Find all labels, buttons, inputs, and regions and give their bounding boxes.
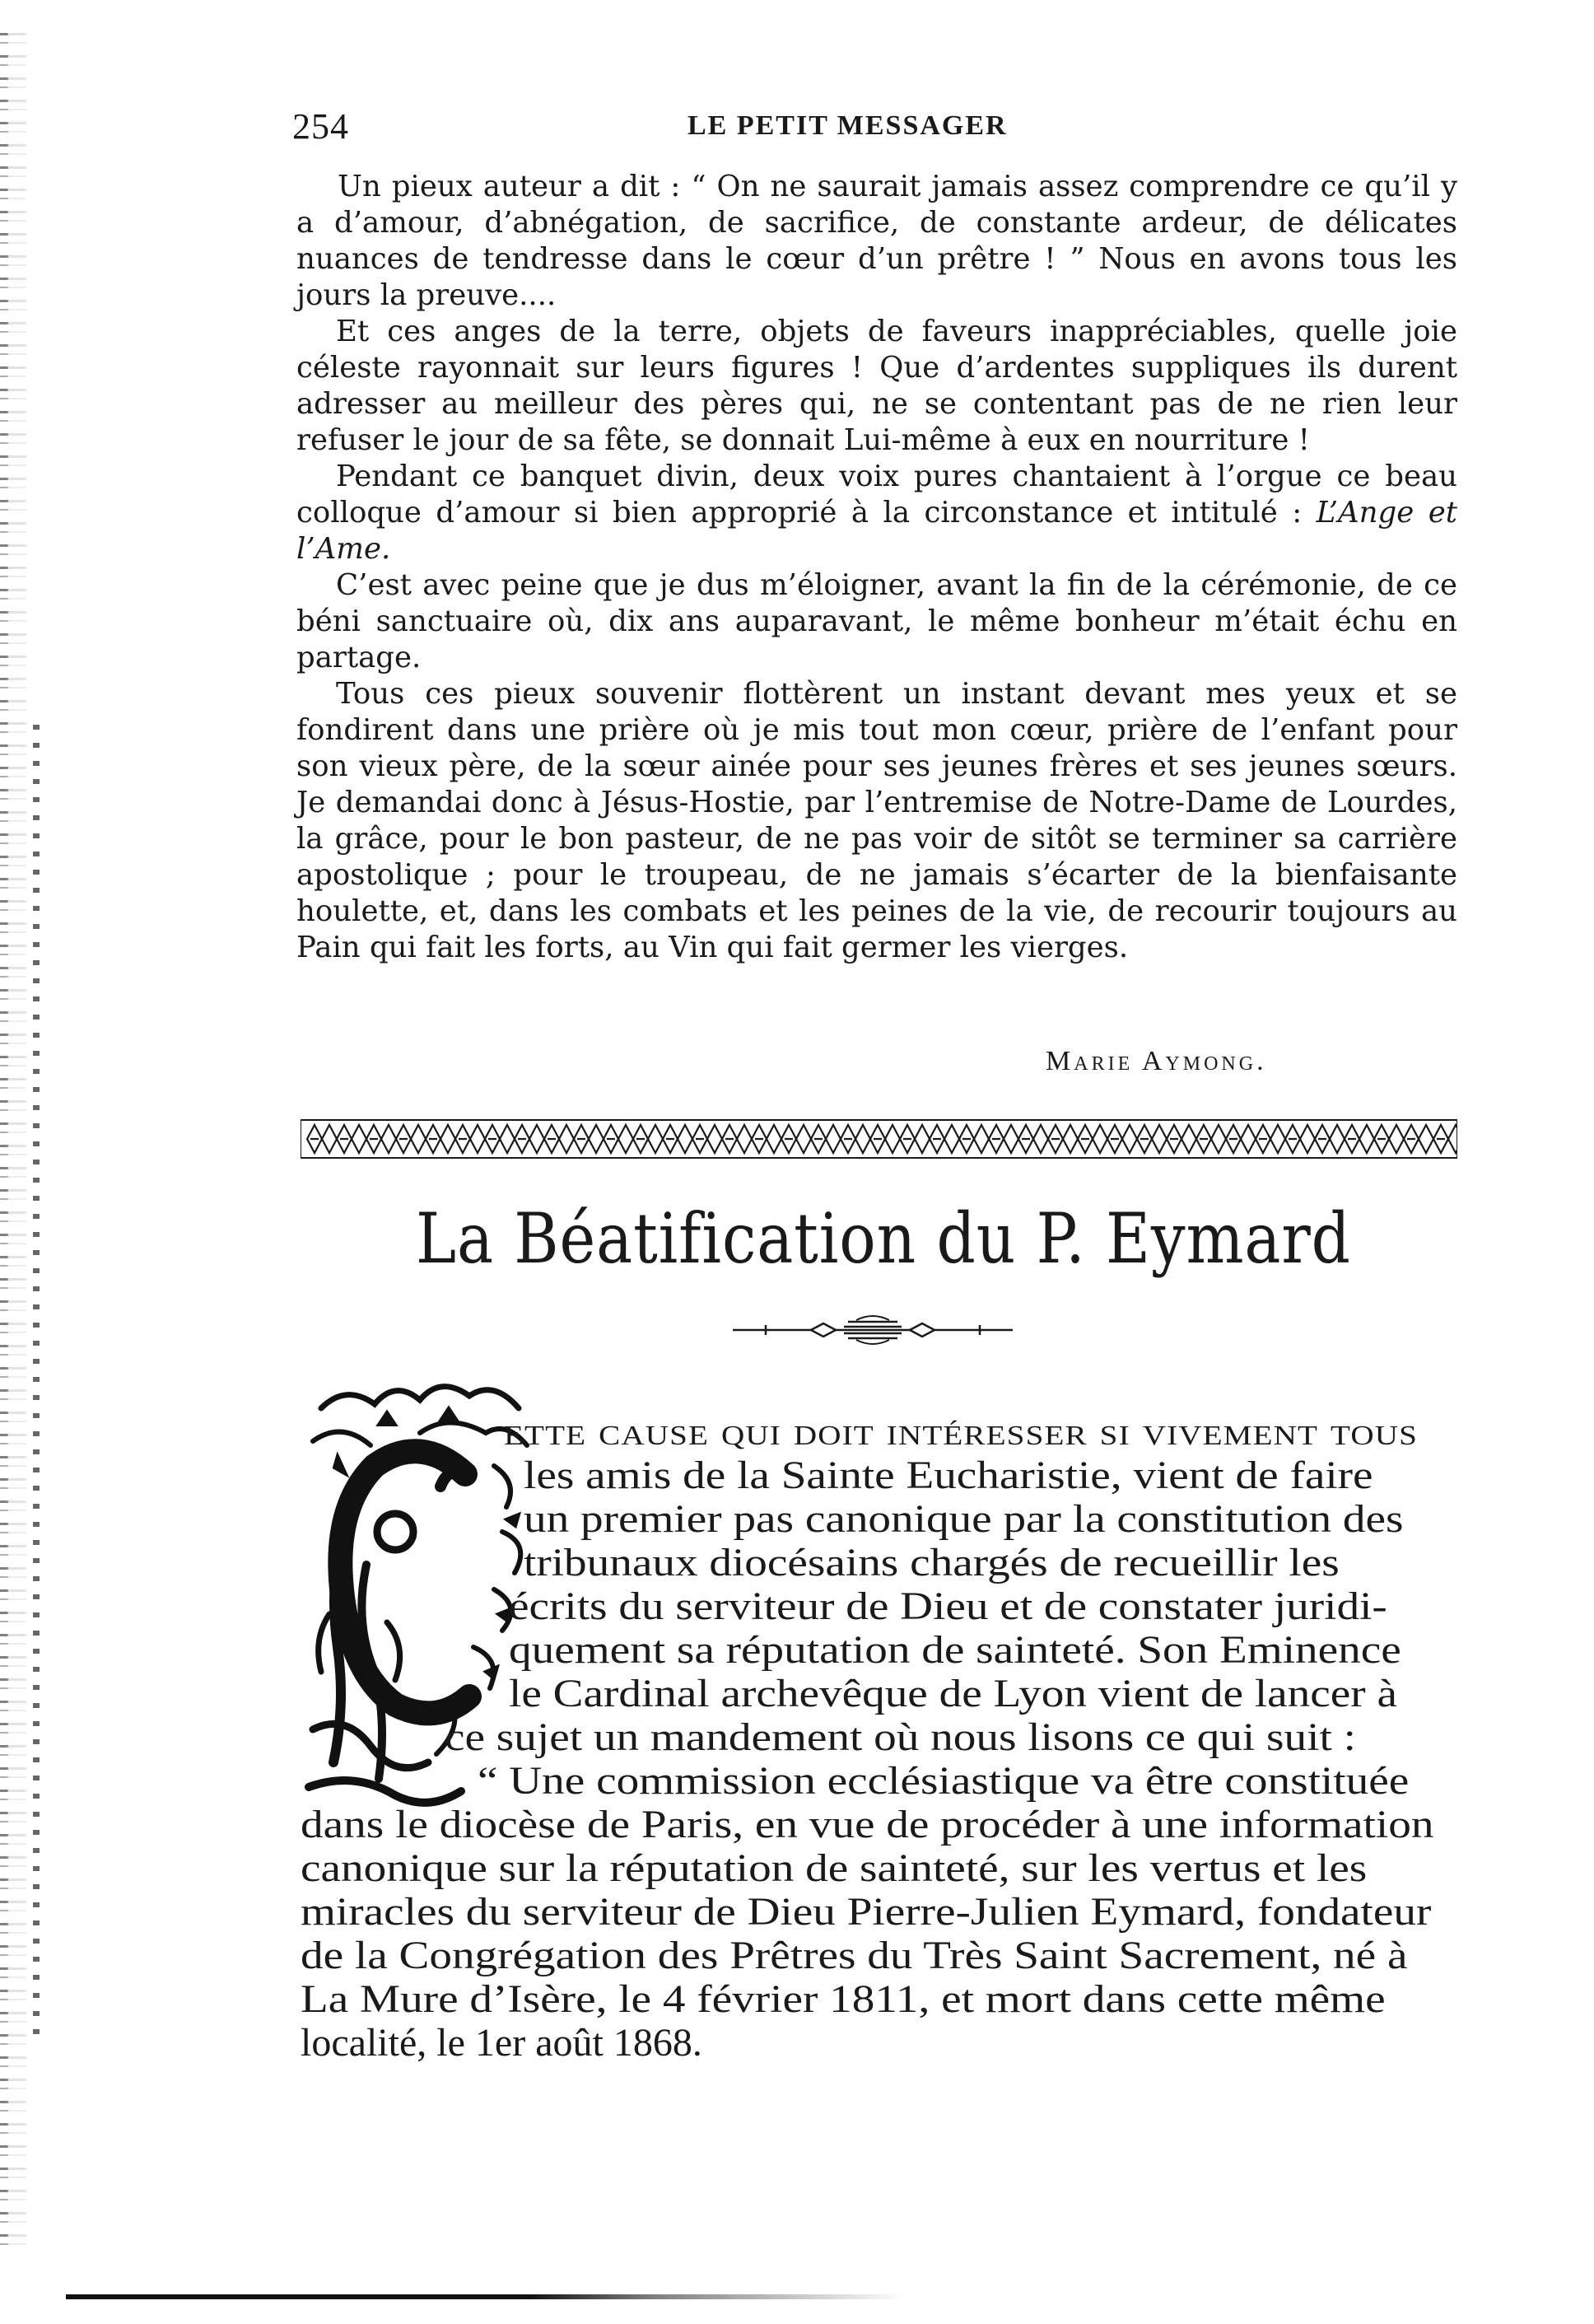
ornament-motif — [1107, 1125, 1137, 1153]
ornament-motif — [396, 1125, 426, 1153]
binding-edge-scan-artifact-2 — [33, 725, 40, 2042]
ornament-motif — [1196, 1125, 1226, 1153]
ornament-motif — [1256, 1125, 1285, 1153]
ornament-motif — [633, 1125, 663, 1153]
ornament-motif — [337, 1125, 366, 1153]
ornament-motif — [1315, 1125, 1345, 1153]
ornament-motif — [1404, 1125, 1433, 1153]
ornament-motif — [811, 1125, 841, 1153]
binding-edge-scan-artifact — [0, 33, 62, 2256]
ornament-motif — [1137, 1125, 1167, 1153]
ornament-motif — [841, 1125, 870, 1153]
article-2-heading: La Béatification du P. Eymard — [416, 1198, 1351, 1279]
paragraph-5: Tous ces pieux souvenir flottèrent un instant devant mes yeux et se fondirent dans une prière où je mis tout mon cœur, prière de l’enfant pour son vieux père, de la sœur ainée pour ses jeunes frères et ses jeunes sœurs. Je demandai donc à Jésus-Hostie, par l’entremise de Notre-Dame de Lourdes, la grâce, pour le bon pasteur, de ne pas voir de sitôt se terminer sa carrière apostolique ; pour le troupeau, de ne jamais s’écarter de la bienfaisante houlette, et, dans les combats et les peines de la vie, de recourir toujours au Pain qui fait les forts, au Vin qui fait germer les vierges. — [296, 677, 1457, 964]
article-2-line-6: quement sa réputation de sainteté. Son Eminence — [509, 1628, 1401, 1672]
ornament-motif — [366, 1125, 396, 1153]
paragraph-3-text: Pendant ce banquet divin, deux voix pures chantaient à l’orgue ce beau colloque d’amour si bien approprié à la circonstance et intitulé : — [296, 460, 1457, 530]
article-2-line-11: canonique sur la réputation de sainteté, sur les vertus et les — [301, 1846, 1368, 1890]
article-2-line-7: le Cardinal archevêque de Lyon vient de lancer à — [509, 1672, 1397, 1715]
article-2-line-13: de la Congrégation des Prêtres du Très Saint Sacrement, né à — [301, 1934, 1408, 1977]
ornament-motif — [515, 1125, 544, 1153]
article-2-line-15: localité, le 1er août 1868. — [301, 2021, 702, 2065]
paragraph-3 — [296, 459, 1457, 567]
ornament-motif — [604, 1125, 633, 1153]
ornamental-border-icon — [301, 1118, 1457, 1160]
running-head — [292, 105, 1461, 155]
ornament-motif — [1048, 1125, 1078, 1153]
ornament-motif — [544, 1125, 574, 1153]
article-2-line-1 — [504, 1410, 1418, 1454]
article-2-line-5: écrits du serviteur de Dieu et de constater juridi- — [509, 1584, 1387, 1628]
paragraph-1: Un pieux auteur a dit : “ On ne saurait jamais assez comprendre ce qu’il y a d’amour, d’abnégation, de sacrifice, de constante ardeur, de délicates nuances de tendresse dans le cœur d’un prêtre ! ” Nous en avons tous les jours la preuve.... — [296, 170, 1457, 312]
paragraph-2: Et ces anges de la terre, objets de faveurs inappréciables, quelle joie céleste rayonnait sur leurs figures ! Que d’ardentes suppliques ils durent adresser au meilleur des pères qui, ne se contentant pas de ne rien leur refuser le jour de sa fête, se donnait Lui-même à eux en nourriture ! — [296, 315, 1457, 457]
ornament-motif — [959, 1125, 989, 1153]
ornament-motif — [663, 1125, 692, 1153]
ornament-motif — [900, 1125, 930, 1153]
ornament-motif — [781, 1125, 811, 1153]
journal-title: LE PETIT MESSAGER — [687, 110, 1008, 141]
paragraph-4: C’est avec peine que je dus m’éloigner, avant la fin de la cérémonie, de ce béni sanctuaire où, dix ans auparavant, le même bonheur m’était échu en partage. — [296, 568, 1457, 674]
article-2-line-12: miracles du serviteur de Dieu Pierre-Julien Eymard, fondateur — [301, 1890, 1432, 1934]
ornament-motif — [455, 1125, 485, 1153]
article-2-line-3: un premier pas canonique par la constitution des — [524, 1497, 1404, 1541]
ornament-motif — [1226, 1125, 1256, 1153]
bottom-scan-edge — [66, 2294, 906, 2299]
article-1-body — [296, 169, 1457, 966]
drop-cap-continuation: ette cause qui doit intéresser si vivement tous — [504, 1410, 1419, 1454]
flourish-divider-icon — [733, 1314, 1013, 1346]
article-2-line-4: tribunaux diocésains chargés de recueillir les — [524, 1541, 1340, 1584]
ornament-motif — [722, 1125, 752, 1153]
ornament-motif — [1078, 1125, 1107, 1153]
ornament-motif — [574, 1125, 604, 1153]
ornament-motif — [1285, 1125, 1315, 1153]
article-2-line-2: les amis de la Sainte Eucharistie, vient de faire — [524, 1454, 1373, 1497]
ornament-motif — [1374, 1125, 1404, 1153]
ornament-motif — [930, 1125, 959, 1153]
song-title: L’Ange et l’Ame. — [296, 496, 1457, 566]
article-2-line-8: ce sujet un mandement où nous lisons ce qui suit : — [445, 1715, 1356, 1759]
ornament-motif — [1433, 1125, 1457, 1153]
ornament-motif — [1167, 1125, 1196, 1153]
ornament-motif — [752, 1125, 781, 1153]
page-number: 254 — [292, 106, 349, 147]
ornament-motif — [692, 1125, 722, 1153]
ornament-motif — [1345, 1125, 1374, 1153]
ornament-motif — [989, 1125, 1018, 1153]
ornament-motif — [426, 1125, 455, 1153]
article-2-line-9: “ Une commission ecclésiastique va être constituée — [478, 1759, 1410, 1803]
author-signature: Marie Aymong. — [1046, 1046, 1267, 1076]
ornament-motif — [870, 1125, 900, 1153]
ornament-motif — [485, 1125, 515, 1153]
ornament-motif — [307, 1125, 337, 1153]
ornament-motif — [1018, 1125, 1048, 1153]
article-2-line-14: La Mure d’Isère, le 4 février 1811, et mort dans cette même — [301, 1977, 1386, 2021]
article-2-line-10: dans le diocèse de Paris, en vue de procéder à une information — [301, 1803, 1434, 1846]
